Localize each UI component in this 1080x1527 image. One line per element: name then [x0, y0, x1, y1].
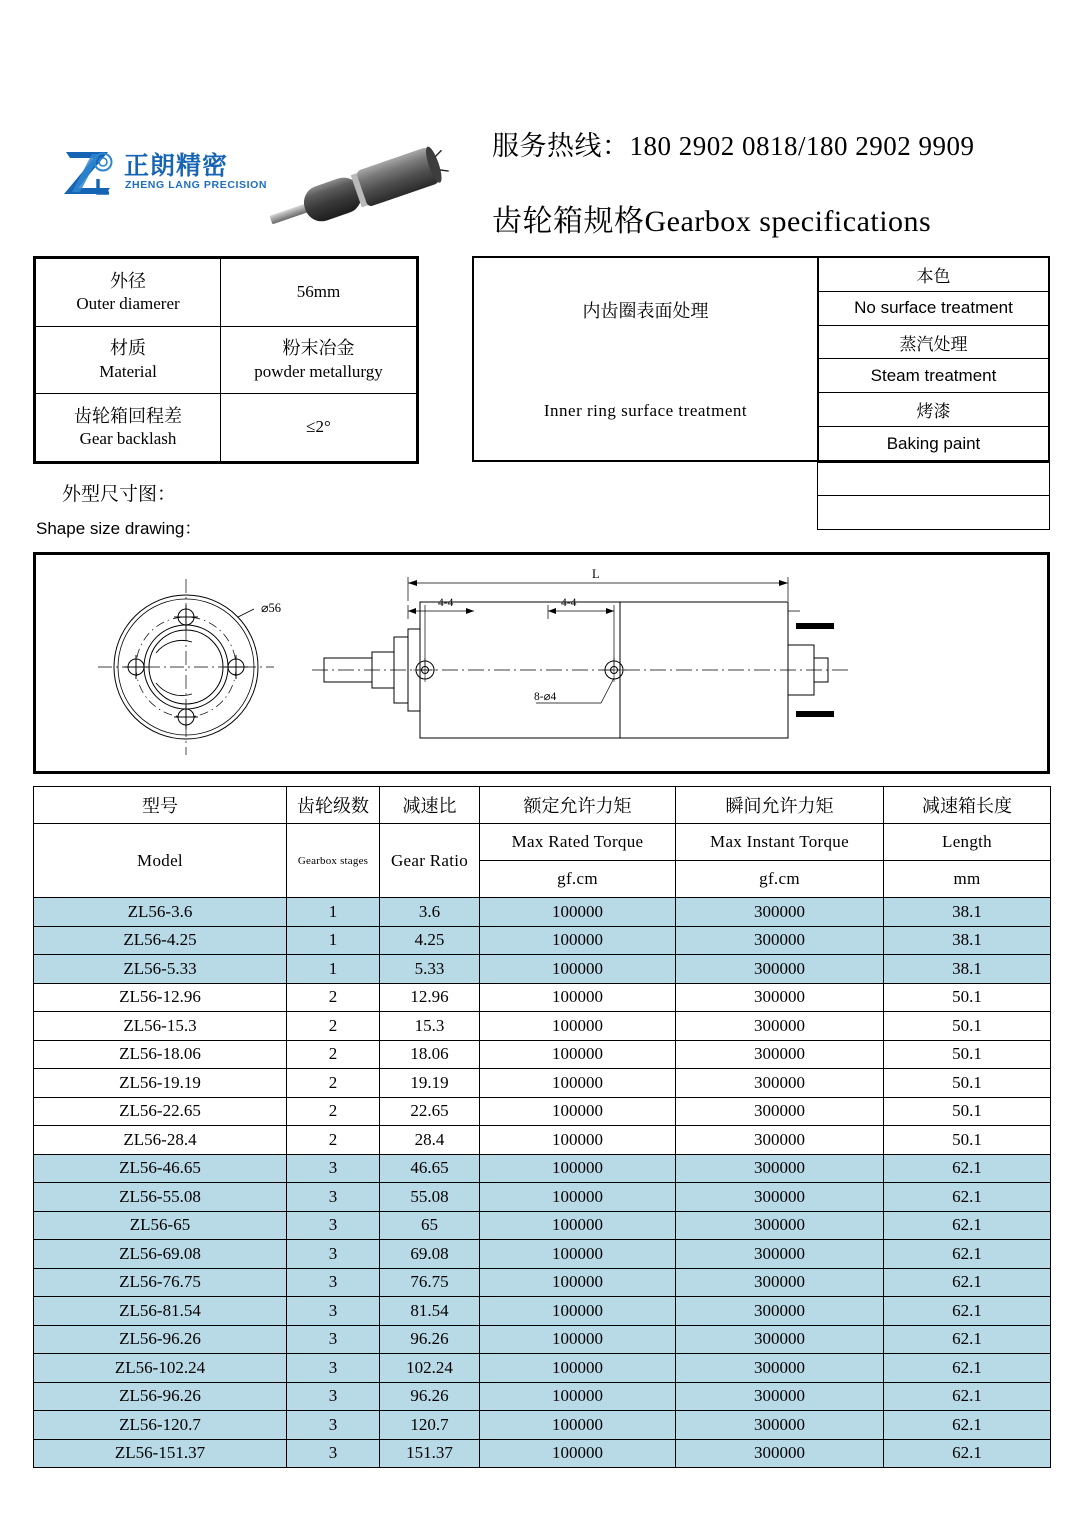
cell-instant-torque: 300000 [676, 1354, 884, 1383]
cell-length: 62.1 [884, 1411, 1051, 1440]
side-view [312, 602, 848, 738]
cell-stages: 3 [287, 1411, 380, 1440]
cell-rated-torque: 100000 [480, 926, 676, 955]
cell-ratio: 18.06 [380, 1040, 480, 1069]
cell-ratio: 22.65 [380, 1097, 480, 1126]
cell-model: ZL56-55.08 [34, 1183, 287, 1212]
cell-stages: 3 [287, 1183, 380, 1212]
service-hotline [492, 124, 975, 163]
dimension-lines [408, 577, 800, 703]
spec-value-outer-diameter: 56mm [221, 259, 417, 327]
shape-drawing-label-en: Shape size drawing： [36, 519, 202, 538]
cell-instant-torque: 300000 [676, 1382, 884, 1411]
unit-rated: gf.cm [480, 861, 676, 898]
cell-length: 50.1 [884, 1069, 1051, 1098]
cell-length: 62.1 [884, 1154, 1051, 1183]
cell-length: 38.1 [884, 898, 1051, 927]
annotation-diameter: ⌀56 [261, 601, 282, 615]
table-row [34, 1040, 1051, 1069]
cell-stages: 2 [287, 1040, 380, 1069]
cell-stages: 2 [287, 1069, 380, 1098]
cell-stages: 1 [287, 926, 380, 955]
treatment-option-paint-cn: 烤漆 [819, 393, 1048, 427]
cell-instant-torque: 300000 [676, 1183, 884, 1212]
surface-treatment-empty-rows [817, 462, 1050, 530]
cell-model: ZL56-28.4 [34, 1126, 287, 1155]
cell-ratio: 12.96 [380, 983, 480, 1012]
cell-length: 62.1 [884, 1297, 1051, 1326]
table-row [34, 983, 1051, 1012]
cell-length: 62.1 [884, 1439, 1051, 1468]
cell-stages: 2 [287, 983, 380, 1012]
cell-stages: 1 [287, 955, 380, 984]
header-length-cn: 减速箱长度 [884, 787, 1051, 824]
cell-stages: 2 [287, 1126, 380, 1155]
spec-label-en: Material [99, 361, 157, 381]
cell-stages: 3 [287, 1382, 380, 1411]
logo-company-name-en: ZHENG LANG PRECISION [125, 179, 268, 191]
cell-rated-torque: 100000 [480, 1126, 676, 1155]
cell-model: ZL56-5.33 [34, 955, 287, 984]
annotation-pitch-left: 4-4 [438, 597, 454, 609]
table-row [34, 1097, 1051, 1126]
cell-instant-torque: 300000 [676, 1040, 884, 1069]
cell-ratio: 55.08 [380, 1183, 480, 1212]
header-row-en [34, 824, 1051, 861]
cell-rated-torque: 100000 [480, 1040, 676, 1069]
cell-ratio: 120.7 [380, 1411, 480, 1440]
cell-stages: 1 [287, 898, 380, 927]
empty-row [817, 496, 1050, 530]
front-view [98, 579, 274, 755]
cell-instant-torque: 300000 [676, 1297, 884, 1326]
dimension-drawing [33, 552, 1050, 774]
cell-stages: 3 [287, 1297, 380, 1326]
hotline-label: 服务热线： [492, 131, 630, 161]
cell-ratio: 96.26 [380, 1382, 480, 1411]
cell-length: 50.1 [884, 983, 1051, 1012]
page-header [0, 0, 1080, 240]
table-row [34, 1354, 1051, 1383]
cell-ratio: 151.37 [380, 1439, 480, 1468]
treatment-option-steam-cn: 蒸汽处理 [819, 326, 1048, 360]
cell-stages: 3 [287, 1268, 380, 1297]
cell-length: 50.1 [884, 1040, 1051, 1069]
cell-rated-torque: 100000 [480, 1097, 676, 1126]
header-model-cn: 型号 [34, 787, 287, 824]
header-ratio-en: Gear Ratio [380, 824, 480, 898]
header-rated-en: Max Rated Torque [480, 824, 676, 861]
cell-model: ZL56-19.19 [34, 1069, 287, 1098]
cell-rated-torque: 100000 [480, 1154, 676, 1183]
cell-rated-torque: 100000 [480, 983, 676, 1012]
cell-ratio: 4.25 [380, 926, 480, 955]
cell-length: 62.1 [884, 1382, 1051, 1411]
table-header [34, 787, 1051, 898]
cell-model: ZL56-12.96 [34, 983, 287, 1012]
table-row [34, 898, 1051, 927]
cell-rated-torque: 100000 [480, 1069, 676, 1098]
spec-label-en: Outer diamerer [76, 294, 180, 313]
cell-instant-torque: 300000 [676, 1012, 884, 1041]
cell-rated-torque: 100000 [480, 1382, 676, 1411]
surface-treatment-label-cn: 内齿圈表面处理 [582, 301, 709, 321]
cell-rated-torque: 100000 [480, 1183, 676, 1212]
table-row [34, 1154, 1051, 1183]
cell-rated-torque: 100000 [480, 1240, 676, 1269]
cell-model: ZL56-81.54 [34, 1297, 287, 1326]
cell-stages: 2 [287, 1097, 380, 1126]
cell-instant-torque: 300000 [676, 1154, 884, 1183]
table-row [34, 1183, 1051, 1212]
table-row [34, 1325, 1051, 1354]
cell-instant-torque: 300000 [676, 1211, 884, 1240]
table-row [34, 1012, 1051, 1041]
cell-model: ZL56-96.26 [34, 1325, 287, 1354]
cell-stages: 3 [287, 1439, 380, 1468]
cell-rated-torque: 100000 [480, 1325, 676, 1354]
cell-ratio: 3.6 [380, 898, 480, 927]
cell-instant-torque: 300000 [676, 1126, 884, 1155]
cell-model: ZL56-22.65 [34, 1097, 287, 1126]
cell-ratio: 28.4 [380, 1126, 480, 1155]
table-body [34, 898, 1051, 1468]
cell-instant-torque: 300000 [676, 1069, 884, 1098]
cell-rated-torque: 100000 [480, 1268, 676, 1297]
treatment-option-steam-en: Steam treatment [819, 359, 1048, 393]
hotline-numbers: 180 2902 0818/180 2902 9909 [629, 131, 975, 161]
cell-model: ZL56-18.06 [34, 1040, 287, 1069]
spec-row-gear-backlash [36, 394, 417, 462]
spec-label-en: Gear backlash [79, 429, 177, 449]
cell-ratio: 69.08 [380, 1240, 480, 1269]
cell-model: ZL56-15.3 [34, 1012, 287, 1041]
header-stages-cn: 齿轮级数 [287, 787, 380, 824]
cell-length: 38.1 [884, 926, 1051, 955]
cell-rated-torque: 100000 [480, 1411, 676, 1440]
table-row [34, 1382, 1051, 1411]
cell-instant-torque: 300000 [676, 1097, 884, 1126]
cell-model: ZL56-102.24 [34, 1354, 287, 1383]
cell-instant-torque: 300000 [676, 898, 884, 927]
unit-instant: gf.cm [676, 861, 884, 898]
table-row [34, 1126, 1051, 1155]
cell-ratio: 96.26 [380, 1325, 480, 1354]
spec-value-en: powder metallurgy [254, 361, 383, 381]
cell-model: ZL56-4.25 [34, 926, 287, 955]
model-spec-table [33, 786, 1051, 1468]
surface-treatment-table [472, 256, 1050, 540]
treatment-option-paint-en: Baking paint [886, 433, 981, 453]
cell-ratio: 81.54 [380, 1297, 480, 1326]
header-row-cn [34, 787, 1051, 824]
cell-rated-torque: 100000 [480, 898, 676, 927]
table-row [34, 1411, 1051, 1440]
cell-length: 62.1 [884, 1268, 1051, 1297]
treatment-option-natural-en: No surface treatment [819, 292, 1048, 326]
cell-instant-torque: 300000 [676, 955, 884, 984]
cell-ratio: 15.3 [380, 1012, 480, 1041]
cell-length: 50.1 [884, 1097, 1051, 1126]
table-row [34, 1240, 1051, 1269]
cell-stages: 2 [287, 1012, 380, 1041]
cell-rated-torque: 100000 [480, 1297, 676, 1326]
annotation-pitch-right: 4-4 [561, 597, 577, 609]
cell-rated-torque: 100000 [480, 1354, 676, 1383]
cell-length: 62.1 [884, 1240, 1051, 1269]
cell-model: ZL56-96.26 [34, 1382, 287, 1411]
cell-model: ZL56-76.75 [34, 1268, 287, 1297]
cell-stages: 3 [287, 1154, 380, 1183]
cell-model: ZL56-46.65 [34, 1154, 287, 1183]
spec-label-gear-backlash [36, 394, 221, 462]
table-row [34, 926, 1051, 955]
cell-rated-torque: 100000 [480, 955, 676, 984]
cell-stages: 3 [287, 1240, 380, 1269]
cell-length: 62.1 [884, 1183, 1051, 1212]
treatment-option-natural-cn: 本色 [819, 258, 1048, 292]
cell-ratio: 5.33 [380, 955, 480, 984]
cell-length: 38.1 [884, 955, 1051, 984]
cell-length: 50.1 [884, 1012, 1051, 1041]
dimension-drawing-svg [36, 555, 1047, 771]
cell-length: 62.1 [884, 1211, 1051, 1240]
header-ratio-cn: 减速比 [380, 787, 480, 824]
spec-value-cn: 粉末冶金 [282, 338, 355, 359]
spec-label-cn: 外径 [110, 270, 146, 291]
table-row [34, 1297, 1051, 1326]
header-stages-en: Gearbox stages [287, 824, 380, 898]
spec-label-material [36, 326, 221, 394]
logo-company-name-cn: 正朗精密 [124, 152, 229, 180]
cell-model: ZL56-3.6 [34, 898, 287, 927]
unit-length: mm [884, 861, 1051, 898]
cell-instant-torque: 300000 [676, 1411, 884, 1440]
header-rated-cn: 额定允许力矩 [480, 787, 676, 824]
page-title: 齿轮箱规格Gearbox specifications [492, 205, 932, 238]
cell-instant-torque: 300000 [676, 1240, 884, 1269]
surface-treatment-options [819, 258, 1048, 460]
cell-stages: 3 [287, 1325, 380, 1354]
shape-drawing-label-cn: 外型尺寸图： [62, 484, 177, 505]
header-instant-en: Max Instant Torque [676, 824, 884, 861]
z-gear-logo-icon [62, 148, 116, 198]
header-model-en: Model [34, 824, 287, 898]
cell-ratio: 102.24 [380, 1354, 480, 1383]
table-row [34, 1268, 1051, 1297]
header-length-en: Length [884, 824, 1051, 861]
cell-ratio: 46.65 [380, 1154, 480, 1183]
cell-ratio: 76.75 [380, 1268, 480, 1297]
header-instant-cn: 瞬间允许力矩 [676, 787, 884, 824]
spec-row-material [36, 326, 417, 394]
table-row [34, 1439, 1051, 1468]
cell-model: ZL56-65 [34, 1211, 287, 1240]
cell-instant-torque: 300000 [676, 1439, 884, 1468]
cell-instant-torque: 300000 [676, 926, 884, 955]
spec-row-outer-diameter [36, 259, 417, 327]
table-row [34, 955, 1051, 984]
cell-stages: 3 [287, 1354, 380, 1383]
product-photo [252, 142, 468, 238]
surface-treatment-label-cell [474, 258, 819, 460]
cell-instant-torque: 300000 [676, 1268, 884, 1297]
surface-treatment-label-en: Inner ring surface treatment [543, 401, 748, 420]
cell-model: ZL56-120.7 [34, 1411, 287, 1440]
table-row [34, 1069, 1051, 1098]
company-logo [62, 146, 268, 202]
cell-rated-torque: 100000 [480, 1211, 676, 1240]
cell-instant-torque: 300000 [676, 983, 884, 1012]
cell-length: 50.1 [884, 1126, 1051, 1155]
spec-label-cn: 材质 [110, 338, 146, 359]
annotation-hole-spec: 8-⌀4 [534, 691, 557, 703]
spec-label-outer-diameter [36, 259, 221, 327]
spec-value-gear-backlash: ≤2° [221, 394, 417, 462]
cell-ratio: 65 [380, 1211, 480, 1240]
cell-instant-torque: 300000 [676, 1325, 884, 1354]
empty-row [817, 462, 1050, 496]
spec-value-material [221, 326, 417, 394]
spec-label-cn: 齿轮箱回程差 [74, 406, 182, 427]
cell-model: ZL56-151.37 [34, 1439, 287, 1468]
cell-rated-torque: 100000 [480, 1439, 676, 1468]
table-row [34, 1211, 1051, 1240]
cell-rated-torque: 100000 [480, 1012, 676, 1041]
cell-model: ZL56-69.08 [34, 1240, 287, 1269]
cell-length: 62.1 [884, 1325, 1051, 1354]
basic-spec-table [33, 256, 419, 464]
annotation-length: L [592, 567, 600, 581]
cell-ratio: 19.19 [380, 1069, 480, 1098]
cell-length: 62.1 [884, 1354, 1051, 1383]
cell-stages: 3 [287, 1211, 380, 1240]
